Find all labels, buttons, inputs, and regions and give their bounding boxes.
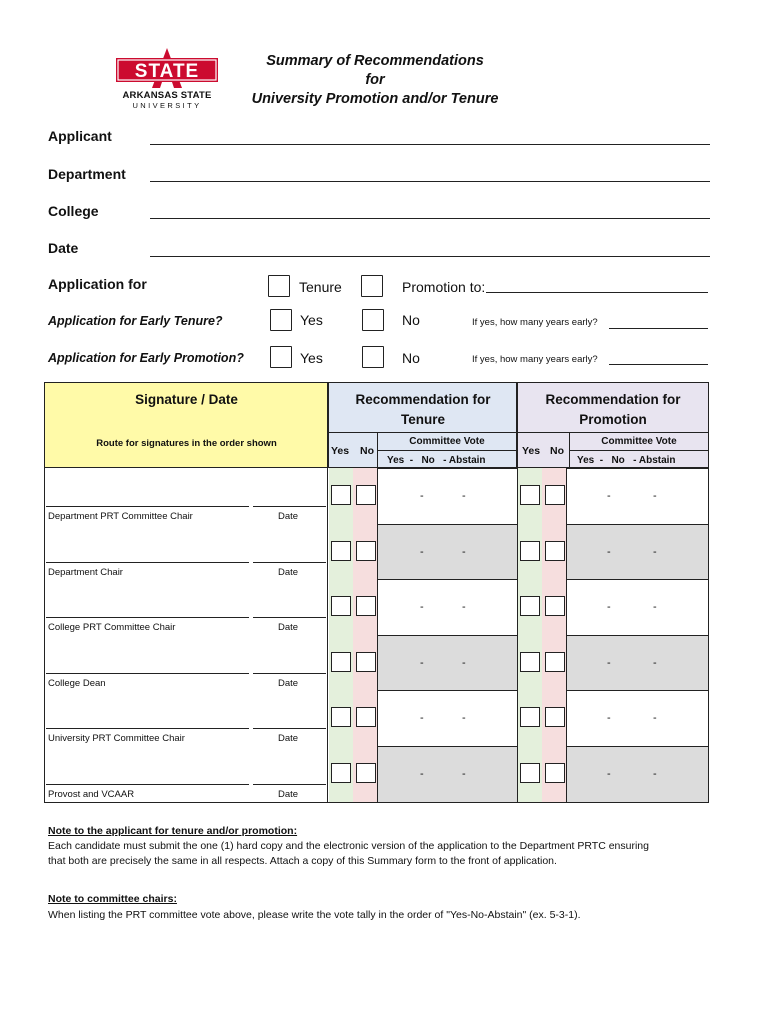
promotion-vote-dash: - xyxy=(653,490,657,502)
tenure-vote-dash: - xyxy=(420,490,424,502)
early-promotion-years-question: If yes, how many years early? xyxy=(472,354,598,365)
column-divider xyxy=(517,382,518,803)
tenure-header-line2: Tenure xyxy=(400,412,445,427)
promotion-no-col: No xyxy=(550,445,564,457)
promotion-option-label: Promotion to: xyxy=(402,279,486,295)
tenure-no-checkbox[interactable] xyxy=(356,652,376,672)
promotion-no-checkbox[interactable] xyxy=(545,485,565,505)
route-note: Route for signatures in the order shown xyxy=(96,438,277,449)
promotion-vote-dash: - xyxy=(607,546,611,558)
applicant-note-line2: that both are precisely the same in all respects. Attach a copy of this Summary form to the front of application. xyxy=(48,855,557,867)
tenure-option-label: Tenure xyxy=(299,279,342,295)
promotion-header xyxy=(517,390,709,430)
date-line[interactable] xyxy=(253,728,326,729)
tenure-no-checkbox[interactable] xyxy=(356,596,376,616)
promotion-no-checkbox[interactable] xyxy=(545,707,565,727)
tenure-vote-dash: - xyxy=(420,546,424,558)
promotion-yes-checkbox[interactable] xyxy=(520,485,540,505)
tenure-vote-dash: - xyxy=(420,657,424,669)
promotion-vote-cols: Yes - No - Abstain xyxy=(577,455,676,466)
tenure-header xyxy=(329,390,517,430)
tenure-vote-dash: - xyxy=(420,601,424,613)
tenure-vote-dash: - xyxy=(462,657,466,669)
tenure-no-col: No xyxy=(360,445,374,457)
tenure-vote-dash: - xyxy=(462,712,466,724)
early-promotion-no-label: No xyxy=(402,350,420,366)
date-label: Date xyxy=(278,511,299,522)
tenure-vote-dash: - xyxy=(420,768,424,780)
promotion-vote-dash: - xyxy=(607,601,611,613)
signer-role-label: University PRT Committee Chair xyxy=(48,733,185,744)
signer-role-label: College Dean xyxy=(48,678,106,689)
tenure-yes-checkbox[interactable] xyxy=(331,652,351,672)
signature-header-cell xyxy=(44,382,329,468)
promotion-vote-dash: - xyxy=(653,546,657,558)
promotion-no-checkbox[interactable] xyxy=(545,763,565,783)
promotion-yes-checkbox[interactable] xyxy=(520,652,540,672)
logo-line1: ARKANSAS STATE xyxy=(122,90,212,101)
date-label: Date xyxy=(278,789,299,800)
promotion-vote-dash: - xyxy=(653,601,657,613)
college-label: College xyxy=(48,203,99,219)
signature-line[interactable] xyxy=(46,728,249,729)
tenure-committee-vote: Committee Vote xyxy=(409,436,485,447)
applicant-label: Applicant xyxy=(48,128,112,144)
promotion-vote-dash: - xyxy=(653,657,657,669)
chairs-note-title: Note to committee chairs: xyxy=(48,893,177,905)
signature-line[interactable] xyxy=(46,562,249,563)
date-field[interactable] xyxy=(150,256,710,257)
tenure-yes-checkbox[interactable] xyxy=(331,763,351,783)
promotion-no-checkbox[interactable] xyxy=(545,541,565,561)
promotion-checkbox[interactable] xyxy=(361,275,383,297)
date-line[interactable] xyxy=(253,562,326,563)
logo-line2: UNIVERSITY xyxy=(132,101,202,110)
early-promotion-yes-label: Yes xyxy=(300,350,323,366)
promotion-no-checkbox[interactable] xyxy=(545,596,565,616)
chairs-note-text: When listing the PRT committee vote above, please write the vote tally in the order of "Yes-No-Abstain" (ex. 5-3-1). xyxy=(48,909,581,921)
promotion-yes-col: Yes xyxy=(522,445,541,457)
early-tenure-years-field[interactable] xyxy=(609,328,708,329)
signer-role-label: Provost and VCAAR xyxy=(48,789,135,800)
tenure-yes-checkbox[interactable] xyxy=(331,541,351,561)
promotion-header-line1: Recommendation for xyxy=(545,392,681,407)
promotion-vote-dash: - xyxy=(653,712,657,724)
date-label: Date xyxy=(278,567,299,578)
applicant-note-title: Note to the applicant for tenure and/or promotion: xyxy=(48,825,298,837)
promotion-header-cell xyxy=(517,382,709,468)
early-promotion-no-checkbox[interactable] xyxy=(362,346,384,368)
promotion-yes-checkbox[interactable] xyxy=(520,541,540,561)
applicant-note-line1: Each candidate must submit the one (1) hard copy and the electronic version of the application to the Department PRTC ensuring xyxy=(48,840,649,852)
date-line[interactable] xyxy=(253,673,326,674)
tenure-header-line1: Recommendation for xyxy=(355,392,491,407)
application-for-label: Application for xyxy=(48,276,147,292)
title-line1: Summary of Recommendations xyxy=(266,53,484,69)
promotion-vote-dash: - xyxy=(607,490,611,502)
tenure-vote-dash: - xyxy=(462,768,466,780)
title-line2: for xyxy=(365,72,385,88)
promotion-vote-dash: - xyxy=(607,657,611,669)
tenure-yes-checkbox[interactable] xyxy=(331,485,351,505)
date-label: Date xyxy=(48,240,79,256)
early-tenure-no-checkbox[interactable] xyxy=(362,309,384,331)
signer-role-label: Department PRT Committee Chair xyxy=(48,511,193,522)
signature-line[interactable] xyxy=(46,784,249,785)
tenure-checkbox[interactable] xyxy=(268,275,290,297)
signer-role-label: College PRT Committee Chair xyxy=(48,622,176,633)
signature-line[interactable] xyxy=(46,506,249,507)
logo-mark xyxy=(116,48,218,90)
title-line3: University Promotion and/or Tenure xyxy=(251,91,499,107)
tenure-header-cell xyxy=(329,382,517,468)
signer-role-label: Department Chair xyxy=(48,567,123,578)
early-promotion-years-field[interactable] xyxy=(609,364,708,365)
tenure-vote-dash: - xyxy=(462,546,466,558)
early-tenure-yes-checkbox[interactable] xyxy=(270,309,292,331)
promotion-committee-vote: Committee Vote xyxy=(601,436,677,447)
early-tenure-label: Application for Early Tenure? xyxy=(48,314,223,328)
tenure-yes-col: Yes xyxy=(331,445,350,457)
tenure-yes-checkbox[interactable] xyxy=(331,707,351,727)
tenure-no-checkbox[interactable] xyxy=(356,485,376,505)
early-tenure-yes-label: Yes xyxy=(300,312,323,328)
date-label: Date xyxy=(278,622,299,633)
early-tenure-years-question: If yes, how many years early? xyxy=(472,317,598,328)
college-field[interactable] xyxy=(150,218,710,219)
date-line[interactable] xyxy=(253,506,326,507)
date-label: Date xyxy=(278,733,299,744)
tenure-vote-cols: Yes - No - Abstain xyxy=(387,455,486,466)
signature-header: Signature / Date xyxy=(135,392,238,407)
promotion-yes-checkbox[interactable] xyxy=(520,763,540,783)
tenure-vote-dash: - xyxy=(420,712,424,724)
page-title xyxy=(230,52,520,109)
date-label: Date xyxy=(278,678,299,689)
tenure-no-checkbox[interactable] xyxy=(356,541,376,561)
promotion-yes-checkbox[interactable] xyxy=(520,707,540,727)
promotion-vote-dash: - xyxy=(607,712,611,724)
arkansas-state-logo xyxy=(116,48,218,110)
department-field[interactable] xyxy=(150,181,710,182)
promotion-vote-dash: - xyxy=(607,768,611,780)
promotion-yes-checkbox[interactable] xyxy=(520,596,540,616)
promotion-to-field[interactable] xyxy=(486,292,708,293)
logo-wordmark: STATE xyxy=(134,61,200,82)
tenure-no-checkbox[interactable] xyxy=(356,763,376,783)
tenure-vote-dash: - xyxy=(462,601,466,613)
tenure-yes-checkbox[interactable] xyxy=(331,596,351,616)
column-divider xyxy=(327,382,328,803)
promotion-no-checkbox[interactable] xyxy=(545,652,565,672)
applicant-note-text xyxy=(48,839,728,869)
early-promotion-label: Application for Early Promotion? xyxy=(48,351,244,365)
applicant-field[interactable] xyxy=(150,144,710,145)
department-label: Department xyxy=(48,166,126,182)
date-line[interactable] xyxy=(253,617,326,618)
early-tenure-no-label: No xyxy=(402,312,420,328)
promotion-vote-dash: - xyxy=(653,768,657,780)
tenure-vote-dash: - xyxy=(462,490,466,502)
signature-line[interactable] xyxy=(46,673,249,674)
signature-line[interactable] xyxy=(46,617,249,618)
early-promotion-yes-checkbox[interactable] xyxy=(270,346,292,368)
date-line[interactable] xyxy=(253,784,326,785)
promotion-header-line2: Promotion xyxy=(579,412,647,427)
tenure-no-checkbox[interactable] xyxy=(356,707,376,727)
